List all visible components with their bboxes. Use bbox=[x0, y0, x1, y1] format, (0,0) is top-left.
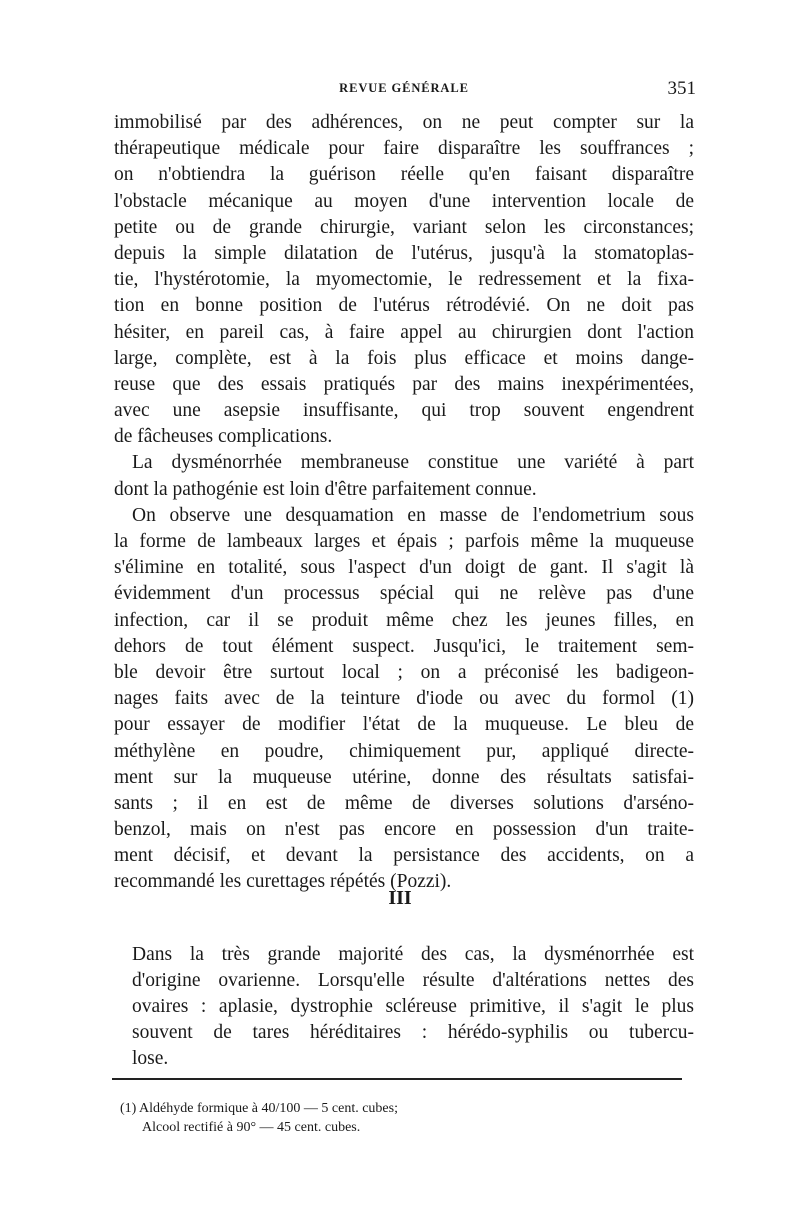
text-line: la forme de lambeaux larges et épais ; parfois même la muqueuse bbox=[114, 531, 694, 552]
footnote-divider bbox=[112, 1078, 682, 1080]
paragraph-1 bbox=[114, 110, 694, 450]
text-line: lose. bbox=[132, 1048, 169, 1069]
text-line: ovaires : aplasie, dystrophie scléreuse primitive, il s'agit le plus bbox=[132, 996, 694, 1017]
text-line: s'élimine en totalité, sous l'aspect d'un doigt de gant. Il s'agit là bbox=[114, 557, 694, 579]
text-line: hésiter, en pareil cas, à faire appel au chirurgien dont l'action bbox=[114, 321, 694, 343]
text-line: recommandé les curettages répétés (Pozzi). bbox=[114, 871, 452, 893]
text-line: ment décisif, et devant la persistance des accidents, on a bbox=[114, 845, 694, 867]
text-line: sants ; il en est de même de diverses solutions d'arséno- bbox=[114, 792, 694, 814]
text-line: thérapeutique médicale pour faire disparaître les souffrances ; bbox=[114, 138, 694, 160]
text-line: reuse que des essais pratiqués par des mains inexpérimentées, bbox=[114, 373, 694, 395]
text-line: de fâcheuses complications. bbox=[114, 426, 333, 448]
text-line: large, complète, est à la fois plus efficace et moins dange- bbox=[114, 347, 694, 369]
text-line: nages faits avec de la teinture d'iode ou avec du formol (1) bbox=[114, 688, 694, 710]
footnote-line: Alcool rectifié à 90° — 45 cent. cubes. bbox=[142, 1120, 361, 1135]
running-title: REVUE GÉNÉRALE bbox=[339, 81, 469, 95]
text-line: benzol, mais on n'est pas encore en possession d'un traite- bbox=[114, 819, 694, 841]
text-line: pour essayer de modifier l'état de la muqueuse. Le bleu de bbox=[114, 714, 694, 736]
text-line: dont la pathogénie est loin d'être parfaitement connue. bbox=[114, 478, 537, 500]
text-line: On observe une desquamation en masse de l'endometrium sous bbox=[132, 504, 694, 526]
text-line: Dans la très grande majorité des cas, la dysménorrhée est bbox=[132, 944, 694, 965]
text-line: depuis la simple dilatation de l'utérus, jusqu'à la stomatoplas- bbox=[114, 242, 694, 264]
text-line: ble devoir être surtout local ; on a préconisé les badigeon- bbox=[114, 661, 694, 683]
footnotes bbox=[120, 1099, 600, 1137]
text-line: La dysménorrhée membraneuse constitue une variété à part bbox=[132, 452, 694, 474]
text-line: infection, car il se produit même chez les jeunes filles, en bbox=[114, 609, 694, 631]
text-line: petite ou de grande chirurgie, variant selon les circonstances; bbox=[114, 216, 694, 238]
page-number: 351 bbox=[667, 78, 696, 99]
text-line: l'obstacle mécanique au moyen d'une intervention locale de bbox=[114, 190, 694, 212]
text-line: on n'obtiendra la guérison réelle qu'en faisant disparaître bbox=[114, 164, 694, 186]
text-line: d'origine ovarienne. Lorsqu'elle résulte d'altérations nettes des bbox=[132, 970, 694, 991]
text-line: souvent de tares héréditaires : hérédo-syphilis ou tubercu- bbox=[132, 1022, 694, 1043]
paragraph-3 bbox=[114, 503, 694, 896]
page-header bbox=[112, 78, 696, 100]
text-line: méthylène en poudre, chimiquement pur, appliqué directe- bbox=[114, 740, 694, 762]
section-3-paragraph bbox=[132, 942, 694, 1072]
text-line: tion en bonne position de l'utérus rétrodévié. On ne doit pas bbox=[114, 295, 694, 317]
text-line: ment sur la muqueuse utérine, donne des résultats satisfai- bbox=[114, 766, 694, 788]
text-line: dehors de tout élément suspect. Jusqu'ici, le traitement sem- bbox=[114, 635, 694, 657]
paragraph-2 bbox=[114, 450, 694, 502]
footnote-line: (1) Aldéhyde formique à 40/100 — 5 cent. cubes; bbox=[120, 1101, 398, 1116]
main-text bbox=[114, 110, 694, 896]
text-line: immobilisé par des adhérences, on ne peut compter sur la bbox=[114, 112, 694, 133]
text-line: évidemment d'un processus spécial qui ne relève pas d'une bbox=[114, 583, 694, 605]
text-line: avec une asepsie insuffisante, qui trop souvent engendrent bbox=[114, 400, 694, 422]
text-line: tie, l'hystérotomie, la myomectomie, le redressement et la fixa- bbox=[114, 269, 694, 291]
section-heading: III bbox=[388, 887, 412, 909]
